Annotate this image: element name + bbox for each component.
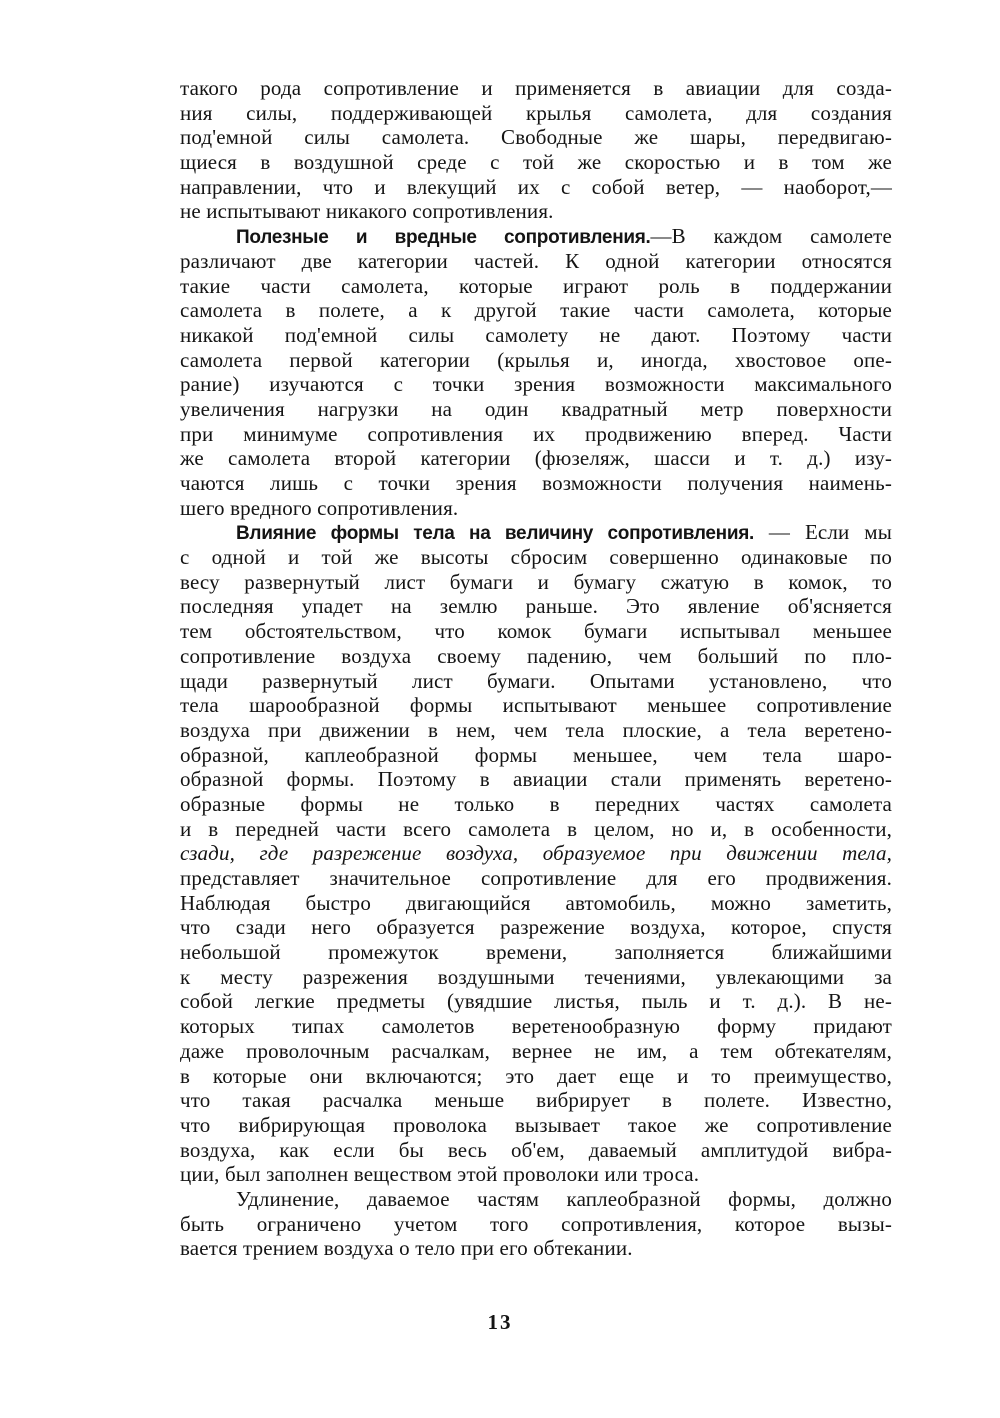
text-line: воздуха при движении в нем, чем тела плоские, а тела веретено- bbox=[180, 717, 892, 742]
text-line: увеличения нагрузки на один квадратный метр поверхности bbox=[180, 396, 892, 421]
text-line: такого рода сопротивление и применяется в авиации для созда- bbox=[180, 76, 892, 100]
section-heading: Полезные и вредные сопротивления. bbox=[236, 227, 651, 249]
text-line: что вибрирующая проволока вызывает такое же сопротивление bbox=[180, 1112, 892, 1137]
section-heading: Влияние формы тела на величину сопротивления. bbox=[236, 523, 755, 545]
text-line: направлении, что и влекущий их с собой ветер, — наоборот,— bbox=[180, 174, 892, 199]
text-line: образной, каплеобразной формы меньшее, чем тела шаро- bbox=[180, 742, 892, 767]
text-line: рание) изучаются с точки зрения возможности максимального bbox=[180, 372, 892, 397]
text-line: не испытывают никакого сопротивления. bbox=[180, 199, 554, 224]
text-line: тела шарообразной формы испытывают меньшее сопротивление bbox=[180, 693, 892, 718]
text-line: щади развернутый лист бумаги. Опытами установлено, что bbox=[180, 668, 892, 693]
text-line: чаются лишь с точки зрения возможности получения наимень- bbox=[180, 471, 892, 495]
text-line: самолета в полете, а к другой такие части самолета, которые bbox=[180, 298, 892, 323]
text-line: с одной и той же высоты сбросим совершенно одинаковые по bbox=[180, 545, 892, 570]
text-line: образной формы. Поэтому в авиации стали применять веретено- bbox=[180, 767, 892, 792]
paragraph-first-line: Удлинение, даваемое частям каплеобразной формы, должно bbox=[236, 1186, 892, 1211]
text-line: и в передней части всего самолета в целом, но и, в особенности, bbox=[180, 816, 892, 841]
text-line: же самолета второй категории (фюзеляж, шасси и т. д.) изу- bbox=[180, 446, 892, 471]
text-line: ния силы, поддерживающей крылья самолета, для создания bbox=[180, 100, 892, 125]
text-line: в которые они включаются; это дает еще и то преимущество, bbox=[180, 1063, 892, 1088]
text-line: весу развернутый лист бумаги и бумагу сжатую в комок, то bbox=[180, 569, 892, 594]
text-line: шего вредного сопротивления. bbox=[180, 495, 459, 520]
text-line: что сзади него образуется разрежение воздуха, которое, спустя bbox=[180, 915, 892, 940]
paragraph-first-line bbox=[180, 520, 892, 545]
paragraph-first-line bbox=[180, 224, 892, 249]
text-line: воздуха, как если бы весь об'ем, даваемый амплитудой вибра- bbox=[180, 1137, 892, 1162]
text-line: образные формы не только в передних частях самолета bbox=[180, 791, 892, 816]
text-line-italic: сзади, где разрежение воздуха, образуемое при движении тела, bbox=[180, 841, 892, 866]
text-line: вается трением воздуха о тело при его обтекании. bbox=[180, 1236, 633, 1261]
text-line: небольшой промежуток времени, заполняется ближайшими bbox=[180, 940, 892, 965]
page-number: 13 bbox=[487, 1310, 513, 1334]
text-line: что такая расчалка меньше вибрирует в полете. Известно, bbox=[180, 1088, 892, 1113]
text-line: которых типах самолетов веретенообразную форму придают bbox=[180, 1014, 892, 1039]
text-run: — Если мы bbox=[754, 520, 893, 545]
text-line: сопротивление воздуха своему падению, чем больший по пло- bbox=[180, 643, 892, 668]
page-body bbox=[180, 76, 892, 1261]
text-line: Наблюдая быстро двигающийся автомобиль, можно заметить, bbox=[180, 890, 892, 915]
text-line: последняя упадет на землю раньше. Это явление об'ясняется bbox=[180, 594, 892, 619]
text-line: самолета первой категории (крылья и, иногда, хвостовое опе- bbox=[180, 347, 892, 372]
text-line: никакой под'емной силы самолету не дают. Поэтому части bbox=[180, 322, 892, 347]
text-line: даже проволочным расчалкам, вернее не им, а тем обтекателям, bbox=[180, 1038, 892, 1063]
text-line: собой легкие предметы (увядшие листья, пыль и т. д.). В не- bbox=[180, 989, 892, 1014]
text-line: ции, был заполнен веществом этой проволоки или троса. bbox=[180, 1162, 700, 1187]
text-line: тем обстоятельством, что комок бумаги испытывал меньшее bbox=[180, 619, 892, 644]
text-line: такие части самолета, которые играют роль в поддержании bbox=[180, 273, 892, 298]
text-run: —В каждом самолете bbox=[650, 224, 892, 249]
text-line: различают две категории частей. К одной категории относятся bbox=[180, 248, 892, 273]
text-line: под'емной силы самолета. Свободные же шары, передвигаю- bbox=[180, 125, 892, 150]
text-line: быть ограничено учетом того сопротивления, которое вызы- bbox=[180, 1211, 892, 1236]
text-line: представляет значительное сопротивление для его продвижения. bbox=[180, 866, 892, 890]
text-line: при минимуме сопротивления их продвижению вперед. Части bbox=[180, 421, 892, 446]
text-line: к месту разрежения воздушными течениями, увлекающими за bbox=[180, 964, 892, 989]
text-line: щиеся в воздушной среде с той же скоростью и в том же bbox=[180, 150, 892, 175]
